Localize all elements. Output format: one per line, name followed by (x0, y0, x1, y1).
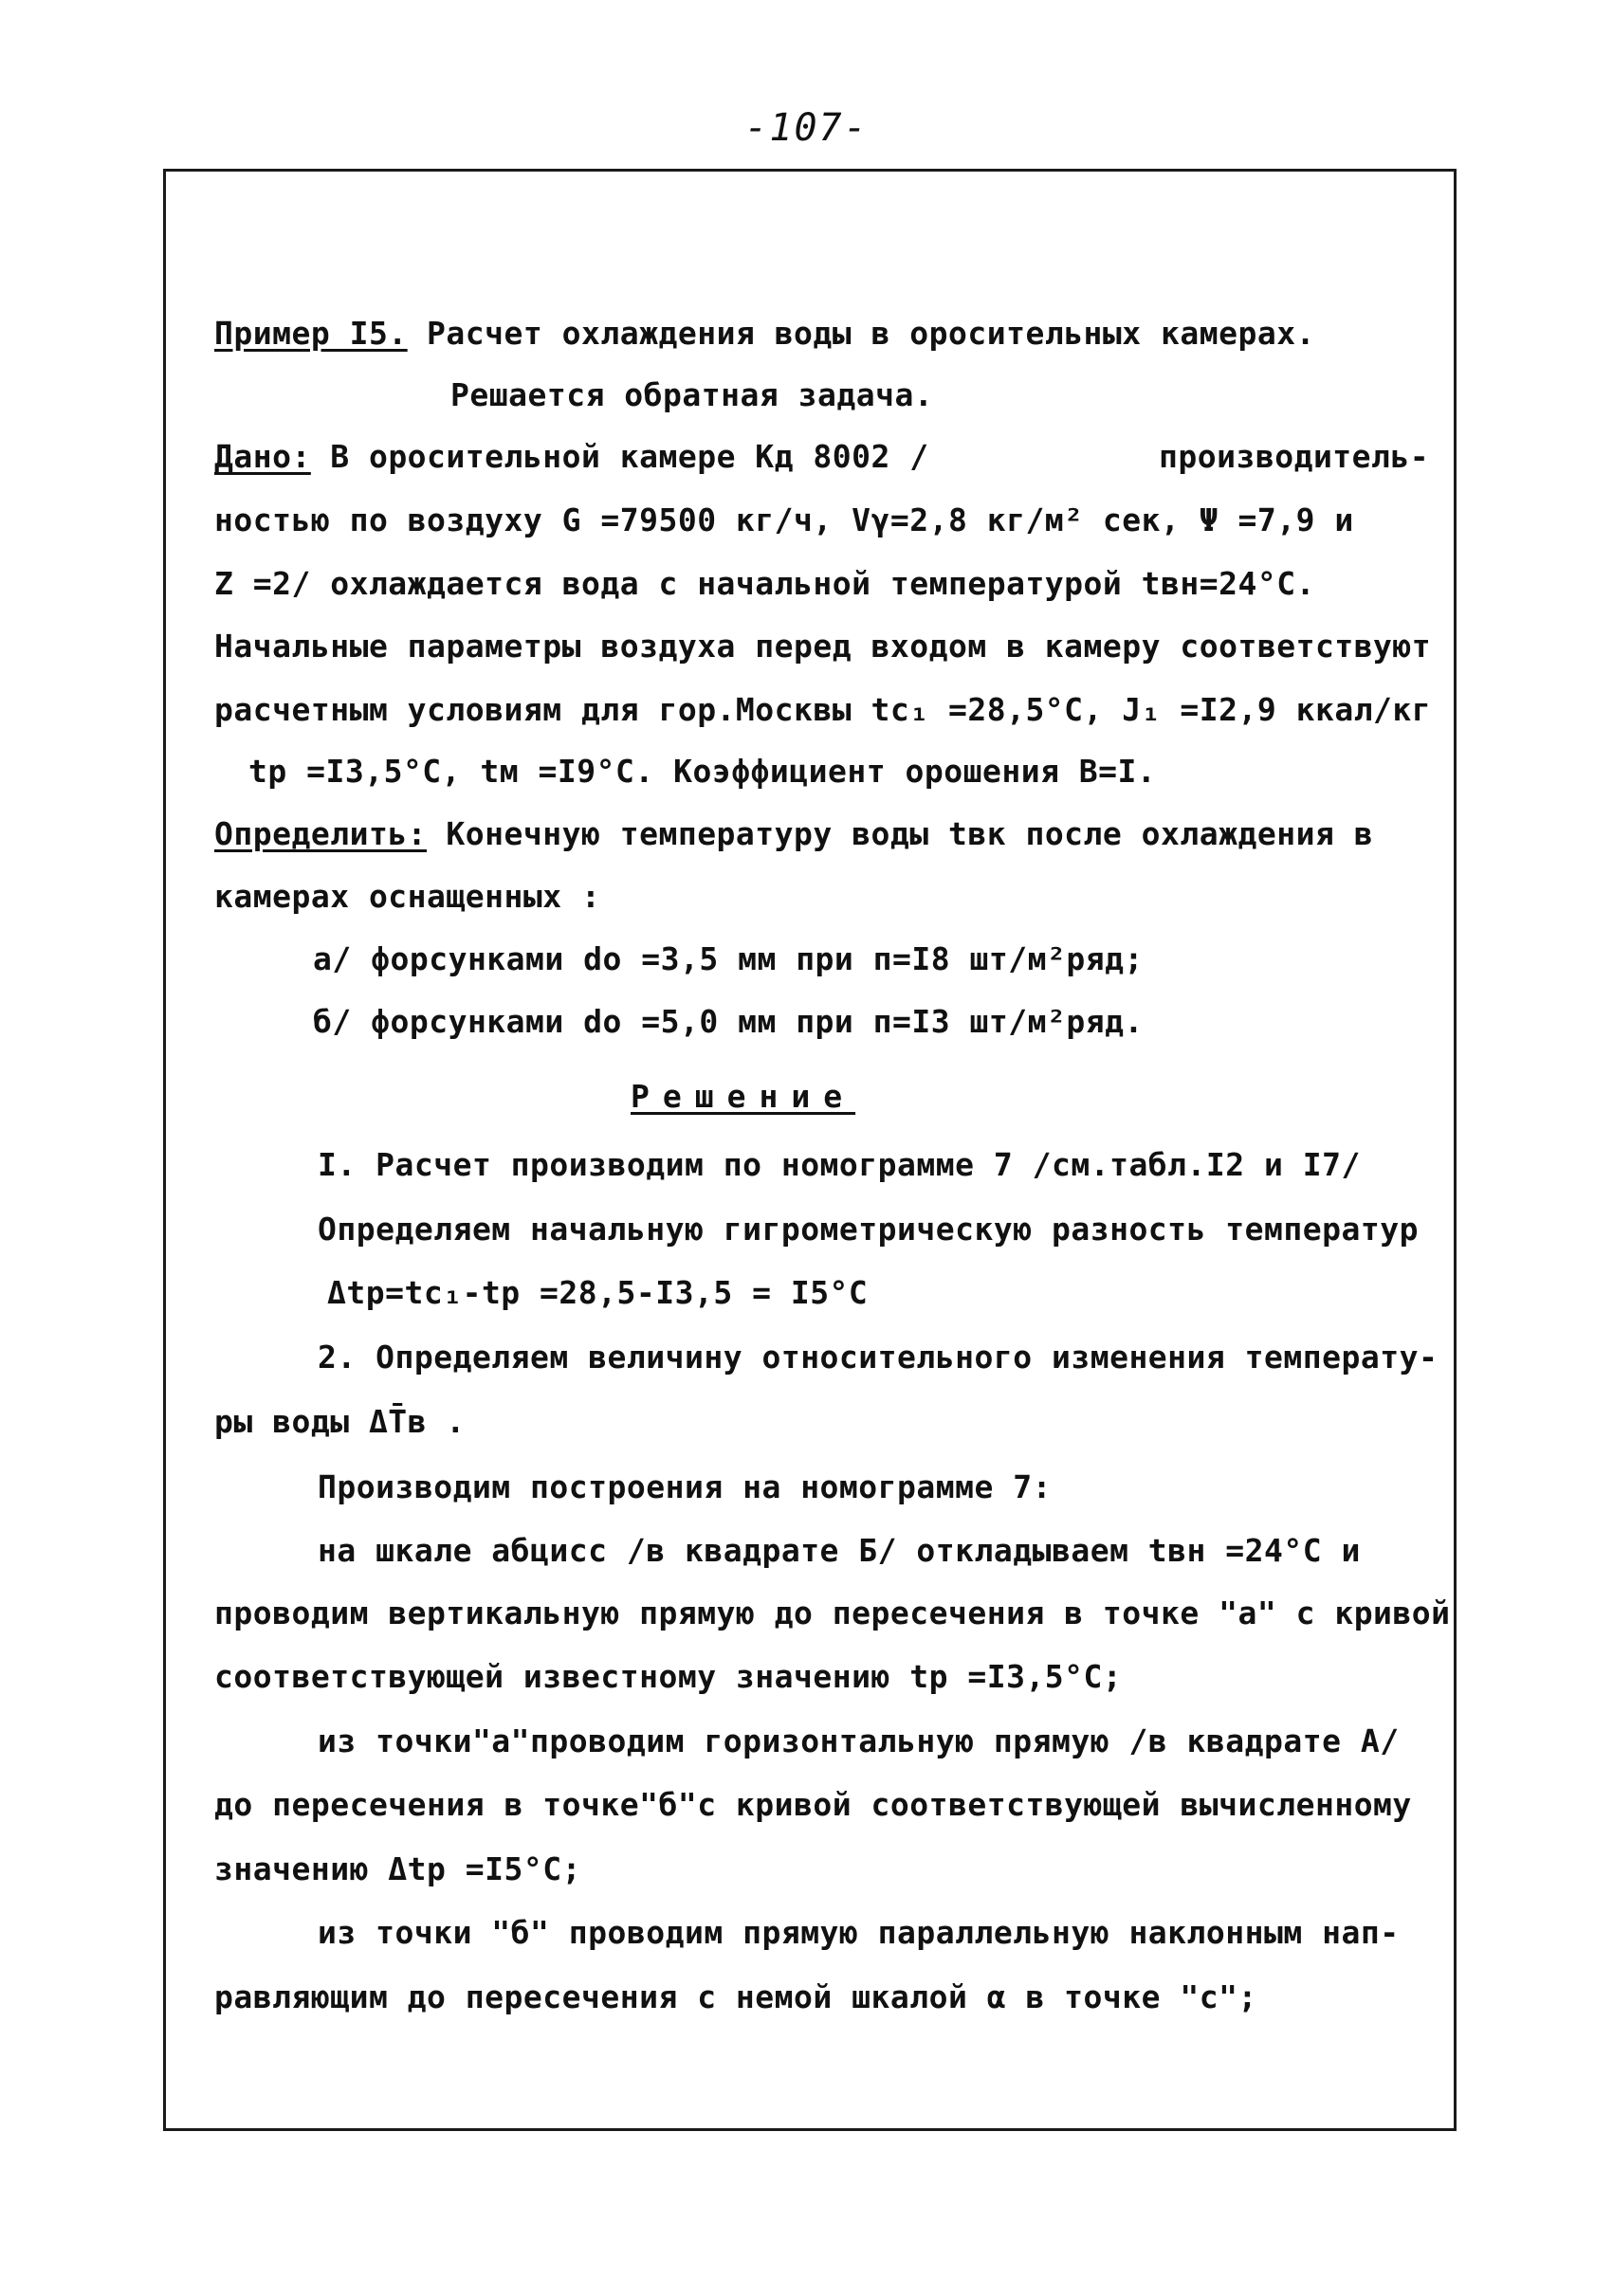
paragraph-3-line-1: из точки "б" проводим прямую параллельную наклонным нап- (318, 1914, 1400, 1951)
paragraph-2-line-2: до пересечения в точке"б"с кривой соответствующей вычисленному (214, 1786, 1412, 1823)
determine-item-b: б/ форсунками dо =5,0 мм при п=I3 шт/м²ряд. (313, 1003, 1144, 1040)
given-label: Дано: (214, 438, 311, 475)
determine-line-2: камерах оснащенных : (214, 878, 601, 915)
determine-label: Определить: (214, 815, 428, 852)
given-line-4: Начальные параметры воздуха перед входом в камеру соответствуют (214, 628, 1432, 665)
solution-step-1-text: Определяем начальную гигрометрическую разность температур (318, 1211, 1419, 1248)
given-line-3: Z =2/ охлаждается вода с начальной температурой tвн=24°С. (214, 565, 1315, 602)
paragraph-1-line-2: проводим вертикальную прямую до пересечения в точке "а" с кривой (214, 1594, 1451, 1631)
solution-step-1: I. Расчет производим по номограмме 7 /см.табл.I2 и I7/ (318, 1146, 1361, 1183)
formula-delta-tp: Δtр=tс₁-tр =28,5-I3,5 = I5°С (327, 1274, 869, 1311)
example-title: Расчет охлаждения воды в оросительных камерах. (407, 315, 1315, 352)
solution-step-2-line-1: 2. Определяем величину относительного изменения температу- (318, 1339, 1439, 1376)
determine-line-1-text: Конечную температуру воды tвк после охлаждения в (427, 815, 1374, 852)
construction-intro: Производим построения на номограмме 7: (318, 1468, 1052, 1505)
paragraph-1-line-1: на шкале абцисс /в квадрате Б/ откладываем tвн =24°С и (318, 1532, 1361, 1569)
paragraph-3-line-2: равляющим до пересечения с немой шкалой α в точке "с"; (214, 1978, 1257, 2015)
solution-step-2-line-2: ры воды ΔT̄в . (214, 1403, 466, 1440)
given-line-2: ностью по воздуху G =79500 кг/ч, Vγ=2,8 кг/м² сек, Ψ =7,9 и (214, 501, 1354, 538)
given-line-1 (214, 436, 929, 478)
determine-line-1 (214, 813, 1373, 855)
paragraph-1-line-3: соответствующей известному значению tр =I3,5°С; (214, 1658, 1123, 1695)
given-line-1-end: производитель- (1159, 438, 1430, 475)
determine-item-a: а/ форсунками dо =3,5 мм при п=I8 шт/м²ряд; (313, 940, 1144, 977)
given-line-5: расчетным условиям для гор.Москвы tс₁ =28,5°С, J₁ =I2,9 ккал/кг (214, 691, 1432, 728)
page-number: -107- (744, 106, 869, 150)
example-label: Пример I5. (214, 315, 408, 352)
solution-heading: Решение (631, 1078, 856, 1115)
given-line-6: tр =I3,5°С, tм =I9°С. Коэффициент орошения В=I. (248, 753, 1157, 790)
example-subtitle: Решается обратная задача. (450, 376, 934, 413)
paragraph-2-line-1: из точки"а"проводим горизонтальную прямую /в квадрате А/ (318, 1722, 1400, 1759)
given-line-1-text: В оросительной камере Кд 8002 / (310, 438, 929, 475)
paragraph-2-line-3: значению Δtр =I5°С; (214, 1850, 581, 1887)
example-heading (214, 313, 1315, 355)
